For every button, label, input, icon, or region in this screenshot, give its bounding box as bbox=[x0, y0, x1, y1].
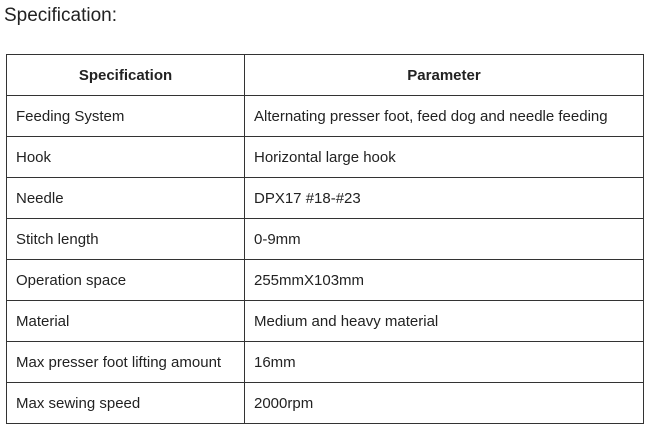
parameter-value-cell: Horizontal large hook bbox=[245, 137, 644, 178]
column-header-parameter: Parameter bbox=[245, 55, 644, 96]
page-heading: Specification: bbox=[4, 5, 118, 26]
spec-name-cell: Stitch length bbox=[7, 219, 245, 260]
table-row bbox=[7, 342, 644, 383]
spec-name-cell: Feeding System bbox=[7, 96, 245, 137]
parameter-value-cell: 2000rpm bbox=[245, 383, 644, 424]
column-header-specification: Specification bbox=[7, 55, 245, 96]
parameter-value-cell: Medium and heavy material bbox=[245, 301, 644, 342]
spec-name-cell: Material bbox=[7, 301, 245, 342]
specification-table bbox=[6, 54, 644, 424]
parameter-value-cell: 0-9mm bbox=[245, 219, 644, 260]
spec-name-cell: Operation space bbox=[7, 260, 245, 301]
table-row bbox=[7, 219, 644, 260]
table-row bbox=[7, 260, 644, 301]
table-row bbox=[7, 301, 644, 342]
parameter-value-cell: DPX17 #18-#23 bbox=[245, 178, 644, 219]
spec-name-cell: Max presser foot lifting amount bbox=[7, 342, 245, 383]
parameter-value-cell: 255mmX103mm bbox=[245, 260, 644, 301]
table-row bbox=[7, 137, 644, 178]
table-header-row bbox=[7, 55, 644, 96]
spec-name-cell: Needle bbox=[7, 178, 245, 219]
table-row bbox=[7, 178, 644, 219]
table-row bbox=[7, 96, 644, 137]
parameter-value-cell: Alternating presser foot, feed dog and needle feeding bbox=[245, 96, 644, 137]
parameter-value-cell: 16mm bbox=[245, 342, 644, 383]
spec-name-cell: Hook bbox=[7, 137, 245, 178]
spec-name-cell: Max sewing speed bbox=[7, 383, 245, 424]
table-row bbox=[7, 383, 644, 424]
